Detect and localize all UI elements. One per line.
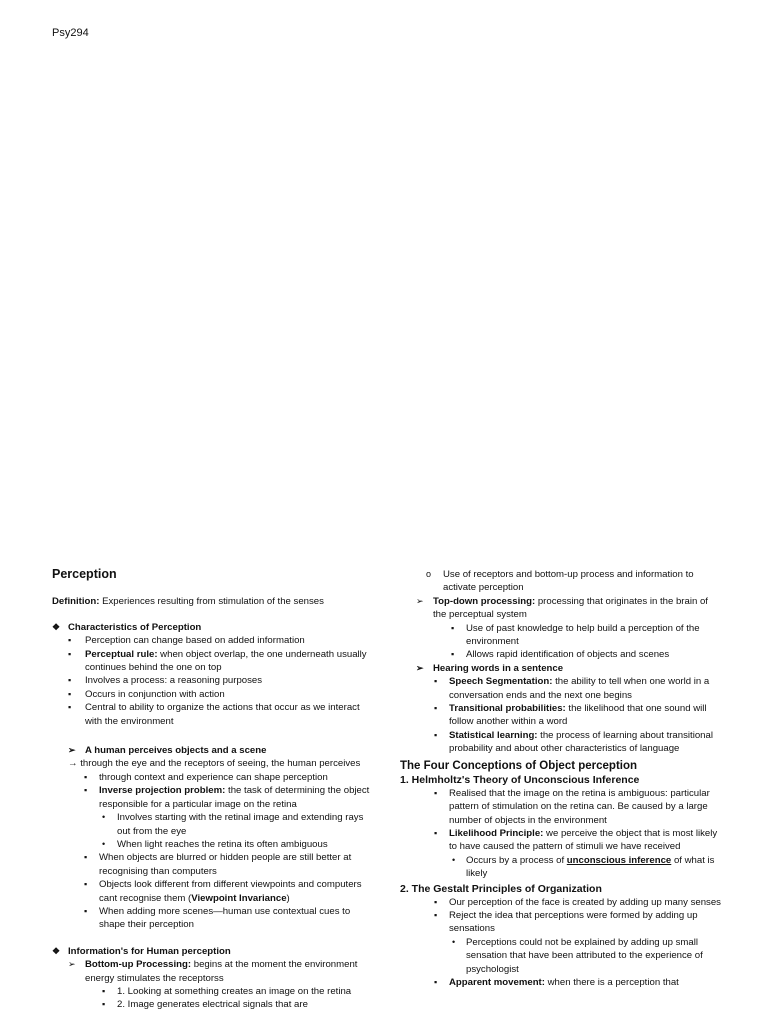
arrow-bullet-icon: ➢ [68, 959, 76, 970]
list-item-text: Perception can change based on added information [85, 635, 305, 647]
list-item-text: through context and experience can shape perception [99, 771, 328, 783]
list-item [400, 622, 722, 649]
term-label: Statistical learning: [449, 729, 538, 741]
gestalt-heading: 2. The Gestalt Principles of Organization [400, 882, 602, 895]
term-label: Viewpoint Invariance [191, 892, 287, 904]
square-bullet-icon: ▪ [434, 827, 438, 838]
square-bullet-icon: ▪ [84, 771, 88, 782]
list-item-text: Allows rapid identification of objects and scenes [466, 649, 670, 661]
diamond-bullet-icon: ❖ [52, 945, 61, 956]
term-label: Perceptual rule: [85, 648, 158, 660]
list-item-text: the ability to tell when one world in a conversation ends and the next one begins [449, 676, 710, 701]
list-item-text: processing that originates in the brain of the perceptual system [433, 595, 708, 621]
list-item-text: Objects look different from different viewpoints and computers cant recognise them ( [99, 879, 362, 904]
square-bullet-icon: ▪ [84, 785, 88, 796]
list-item-text: begins at the moment the environment energy stimulates the receptorss [85, 959, 358, 984]
list-item [52, 905, 372, 932]
term-label: Inverse projection problem: [99, 785, 226, 797]
list-item [52, 838, 372, 851]
circle-bullet-icon: o [426, 569, 432, 579]
list-item [400, 702, 722, 729]
list-item [52, 784, 372, 811]
term-label: Apparent movement: [449, 976, 545, 988]
characteristics-heading [52, 621, 372, 634]
list-item-text: Central to ability to organize the actions that occur as we interact with the environment [85, 702, 360, 727]
list-item-text: when object overlap, the one underneath usually continues behind the one on top [85, 648, 367, 674]
definition-line [52, 595, 372, 608]
list-item [52, 851, 372, 878]
square-bullet-icon: ▪ [68, 675, 72, 686]
list-item-text: Occurs by a process of [466, 854, 567, 866]
four-conceptions-heading: The Four Conceptions of Object perception [400, 759, 638, 772]
list-item [400, 787, 722, 827]
list-item [400, 648, 722, 661]
term-label: Top-down processing: [433, 595, 536, 607]
square-bullet-icon: ▪ [434, 896, 438, 907]
list-item [52, 688, 372, 701]
square-bullet-icon: ▪ [434, 787, 438, 798]
term-label: Likelihood Principle: [449, 827, 544, 839]
hearing-heading [400, 662, 722, 675]
square-bullet-icon: ▪ [434, 703, 438, 714]
square-bullet-icon: ▪ [434, 976, 438, 987]
list-item [400, 909, 722, 936]
list-item-text: Perceptions could not be explained by adding up small sensation that have been attributed to the experience of psychologist [466, 936, 703, 975]
square-bullet-icon: ▪ [68, 635, 72, 646]
list-item-text: Involves a process: a reasoning purposes [85, 675, 263, 687]
list-item-text: When objects are blurred or hidden people are still better at recognising than computers [99, 852, 352, 877]
list-item-text: we perceive the object that is most likely to have caused the pattern of stimuli we have received [449, 827, 718, 853]
list-item-text: Occurs in conjunction with action [85, 688, 225, 700]
square-bullet-icon: ▪ [434, 729, 438, 740]
arrow-bullet-icon: ➢ [68, 745, 76, 756]
square-bullet-icon: ▪ [451, 649, 455, 660]
hearing-heading-text: Hearing words in a sentence [433, 662, 564, 674]
square-bullet-icon: ▪ [102, 985, 106, 996]
list-item [52, 634, 372, 647]
square-bullet-icon: ▪ [68, 648, 72, 659]
term-label: Bottom-up Processing: [85, 959, 192, 971]
scene-arrow-text: → through the eye and the receptors of seeing, the human perceives [68, 758, 361, 770]
list-item [52, 958, 372, 985]
info-heading [52, 945, 372, 958]
arrow-bullet-icon: ➢ [416, 595, 424, 606]
list-item [400, 568, 722, 595]
list-item [52, 771, 372, 784]
list-item-text: Realised that the image on the retina is ambiguous: particular pattern of stimulation on the retina can. Be caused by a large number of objects in the environment [449, 787, 710, 826]
dot-bullet-icon: • [102, 812, 106, 823]
info-heading-text: Information's for Human perception [68, 945, 231, 957]
list-item-text: Use of receptors and bottom-up process and information to activate perception [443, 569, 694, 594]
list-item-text: Use of past knowledge to help build a perception of the environment [466, 622, 700, 648]
left-column [52, 568, 372, 1012]
dot-bullet-icon: • [102, 838, 106, 849]
list-item [52, 811, 372, 838]
list-item-text: ) [286, 892, 290, 904]
term-label: Speech Segmentation: [449, 676, 553, 688]
term-label: unconscious inference [566, 854, 672, 866]
list-item [400, 854, 722, 881]
list-item [52, 985, 372, 998]
list-item [400, 936, 722, 976]
list-item-text: Our perception of the face is created by adding up many senses [449, 896, 721, 908]
definition-text: Experiences resulting from stimulation of the senses [99, 596, 324, 608]
list-item-text: when there is a perception that [544, 976, 679, 988]
list-item-text: the task of determining the object responsible for a particular image on the retina [99, 785, 370, 810]
list-item-text: When light reaches the retina its often ambiguous [117, 838, 328, 850]
arrow-bullet-icon: ➢ [416, 662, 424, 673]
dot-bullet-icon: • [452, 936, 456, 947]
list-item [400, 827, 722, 854]
square-bullet-icon: ▪ [451, 622, 455, 633]
list-item [400, 595, 722, 622]
term-label: Transitional probabilities: [449, 703, 566, 715]
page-header: Psy294 [52, 27, 89, 39]
section-title-perception: Perception [52, 567, 117, 581]
square-bullet-icon: ▪ [68, 702, 72, 713]
list-item [52, 674, 372, 687]
list-item-text: 2. Image generates electrical signals that are [117, 999, 308, 1011]
square-bullet-icon: ▪ [434, 676, 438, 687]
list-item [52, 878, 372, 905]
square-bullet-icon: ▪ [84, 905, 88, 916]
list-item-text: When adding more scenes—human use contextual cues to shape their perception [99, 905, 351, 931]
characteristics-heading-text: Characteristics of Perception [68, 621, 202, 633]
list-item-text: the process of learning about transitional probability and about other characteristics of language [449, 729, 713, 755]
diamond-bullet-icon: ❖ [52, 621, 61, 632]
list-item-text: of what is likely [466, 854, 715, 880]
list-item [400, 976, 722, 989]
list-item [52, 998, 372, 1011]
scene-heading-text: A human perceives objects and a scene [85, 745, 267, 757]
square-bullet-icon: ▪ [434, 909, 438, 920]
square-bullet-icon: ▪ [84, 879, 88, 890]
list-item [52, 648, 372, 675]
list-item-text: Reject the idea that perceptions were formed by adding up sensations [449, 909, 698, 935]
dot-bullet-icon: • [452, 854, 456, 865]
definition-label: Definition: [52, 596, 100, 608]
right-column [400, 568, 722, 989]
square-bullet-icon: ▪ [84, 852, 88, 863]
list-item [400, 675, 722, 702]
list-item-text: the likelihood that one sound will follow another within a word [449, 703, 707, 728]
list-item [52, 701, 372, 728]
scene-heading [52, 744, 372, 757]
list-item-text: Involves starting with the retinal image and extending rays out from the eye [117, 812, 364, 837]
square-bullet-icon: ▪ [102, 999, 106, 1010]
square-bullet-icon: ▪ [68, 688, 72, 699]
list-item [400, 729, 722, 756]
list-item [400, 896, 722, 909]
helmholtz-heading: 1. Helmholtz's Theory of Unconscious Inference [400, 773, 640, 786]
list-item-text: 1. Looking at something creates an image on the retina [117, 985, 352, 997]
